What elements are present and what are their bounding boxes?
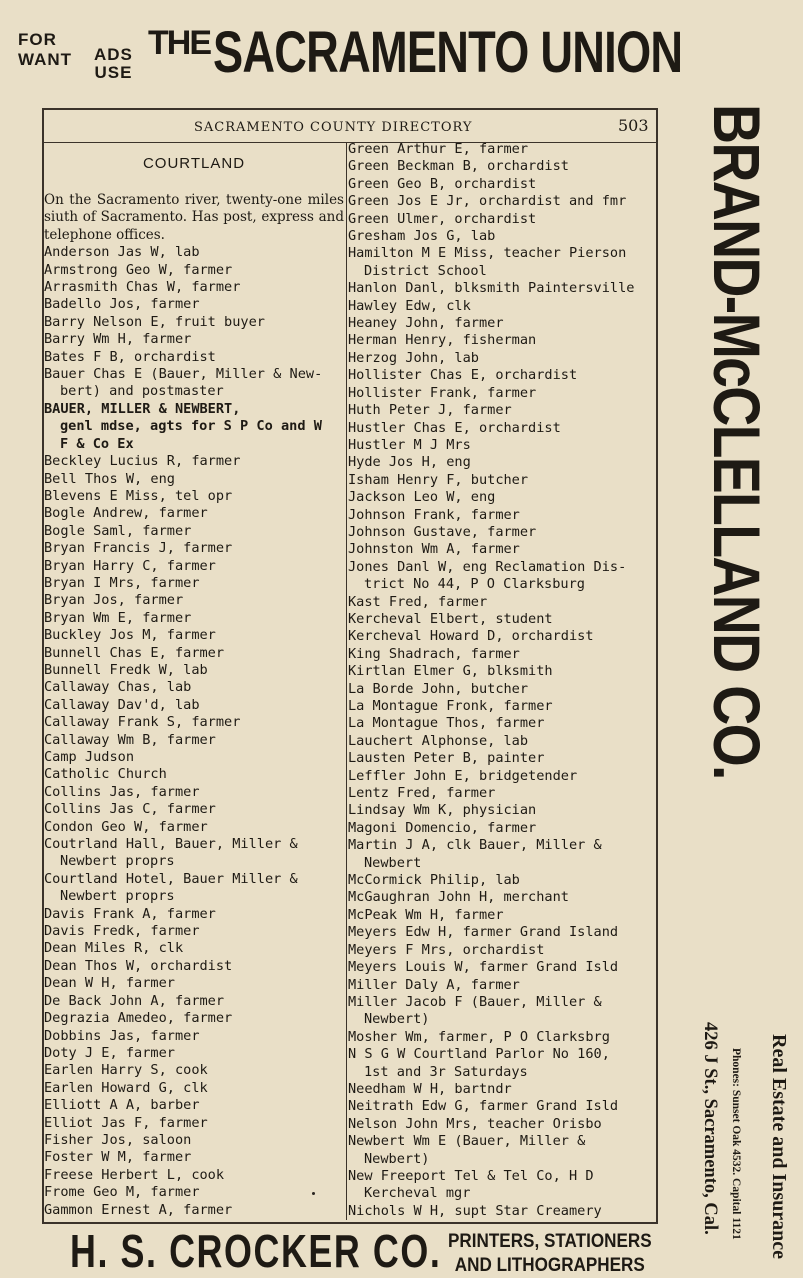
entry-line: Barry Nelson E, fruit buyer [44, 313, 265, 330]
entry-line: Callaway Wm B, farmer [44, 731, 216, 748]
entry-line: King Shadrach, farmer [348, 645, 520, 662]
entry-continuation: Newbert proprs [60, 888, 175, 905]
directory-entry [348, 437, 652, 454]
directory-entry [44, 749, 344, 766]
directory-entry [348, 420, 652, 437]
directory-entry [348, 489, 652, 506]
entry-line: Earlen Howard G, clk [44, 1079, 208, 1096]
entry-line: Meyers F Mrs, orchardist [348, 941, 545, 958]
directory-entry [348, 176, 652, 193]
directory-entry [348, 402, 652, 419]
directory-entry [44, 871, 344, 906]
entry-line: Huth Peter J, farmer [348, 402, 512, 419]
entry-line: Bates F B, orchardist [44, 348, 216, 365]
directory-entry [348, 820, 652, 837]
entry-line: Bunnell Chas E, farmer [44, 644, 225, 661]
real-estate-text: Real Estate and Insurance [768, 1034, 790, 1260]
directory-entry [348, 977, 652, 994]
entry-line: Johnson Frank, farmer [348, 506, 520, 523]
entry-continuation: Newbert proprs [60, 853, 175, 870]
entry-line: La Montague Fronk, farmer [348, 698, 553, 714]
entry-line: Meyers Edw H, farmer Grand Island [348, 924, 619, 941]
entry-line: Lausten Peter B, painter [348, 750, 545, 767]
page-number: 503 [618, 116, 649, 135]
directory-entry [44, 836, 344, 871]
entry-line: Frome Geo M, farmer [44, 1184, 200, 1201]
entry-line: Coutrland Hall, Bauer, Miller & [44, 836, 298, 853]
entry-line: BAUER, MILLER & NEWBERT, [44, 400, 241, 417]
directory-entry [348, 785, 652, 802]
entry-line: Badello Jos, farmer [44, 296, 200, 313]
directory-entry [348, 559, 652, 594]
directory-entry [348, 1098, 652, 1115]
entry-line: Miller Jacob F (Bauer, Miller & [348, 993, 602, 1010]
left-entries [44, 244, 344, 1219]
entry-line: Bell Thos W, eng [44, 470, 175, 487]
directory-entry [44, 244, 344, 261]
directory-entry [44, 401, 344, 453]
entry-line: Neitrath Edw G, farmer Grand Isld [348, 1098, 619, 1115]
entry-line: Bunnell Fredk W, lab [44, 661, 208, 678]
entry-line: Dean Thos W, orchardist [44, 957, 233, 974]
entry-line: Kercheval Elbert, student [348, 610, 553, 627]
directory-entry [44, 1202, 344, 1219]
directory-entry [44, 471, 344, 488]
entry-line: Dobbins Jas, farmer [44, 1027, 200, 1044]
directory-entry [44, 679, 344, 696]
entry-line: Herzog John, lab [348, 349, 479, 366]
directory-entry [44, 801, 344, 818]
running-head [44, 110, 656, 144]
directory-entry [44, 645, 344, 662]
entry-line: New Freeport Tel & Tel Co, H D [348, 1167, 594, 1184]
directory-entry [348, 1168, 652, 1203]
directory-entry [44, 958, 344, 975]
entry-line: Herman Henry, fisherman [348, 332, 537, 349]
entry-line: Hollister Chas E, orchardist [348, 367, 578, 384]
entry-continuation: genl mdse, agts for S P Co and W [60, 418, 322, 435]
phones-text: Phones: Sunset Oak 4532. Capital 1121 [730, 1048, 742, 1240]
directory-entry [44, 314, 344, 331]
directory-entry [44, 1080, 344, 1097]
entry-line: Callaway Chas, lab [44, 679, 192, 696]
directory-entry [44, 331, 344, 348]
directory-entry [348, 924, 652, 941]
directory-entry [348, 681, 652, 698]
entry-line: Leffler John E, bridgetender [348, 767, 578, 784]
running-title: SACRAMENTO COUNTY DIRECTORY [194, 120, 473, 135]
side-advertisement [662, 104, 798, 1260]
entry-line: Beckley Lucius R, farmer [44, 453, 241, 470]
entry-line: Newbert Wm E (Bauer, Miller & [348, 1133, 586, 1150]
crocker-company-name: H. S. CROCKER CO. [70, 1225, 442, 1277]
directory-entry [348, 141, 652, 158]
directory-entry [44, 523, 344, 540]
entry-line: Needham W H, bartndr [348, 1080, 512, 1097]
entry-line: Hanlon Danl, blksmith Paintersville [348, 280, 635, 297]
ad-for-want-text: FOR WANT [18, 30, 73, 69]
directory-entry [348, 872, 652, 889]
entry-line: Hawley Edw, clk [348, 297, 471, 314]
right-entries [348, 141, 652, 1220]
entry-continuation: trict No 44, P O Clarksburg [364, 576, 585, 593]
entry-line: Kast Fred, farmer [348, 593, 488, 610]
entry-line: Nelson John Mrs, teacher Orisbo [348, 1115, 602, 1132]
column-divider [346, 142, 347, 1220]
entry-line: Camp Judson [44, 749, 135, 765]
entry-line: McPeak Wm H, farmer [348, 906, 504, 923]
directory-entry [348, 280, 652, 297]
entry-line: Armstrong Geo W, farmer [44, 261, 233, 278]
entry-line: Miller Daly A, farmer [348, 976, 520, 993]
directory-entry [44, 505, 344, 522]
entry-line: Dean Miles R, clk [44, 940, 184, 957]
brand-mcclelland-name [696, 104, 778, 907]
entry-line: Hustler Chas E, orchardist [348, 419, 561, 436]
entry-line: Blevens E Miss, tel opr [44, 487, 233, 504]
directory-entry [348, 298, 652, 315]
entry-continuation: District School [364, 262, 487, 279]
entry-line: N S G W Courtland Parlor No 160, [348, 1046, 610, 1063]
directory-entry [348, 994, 652, 1029]
entry-line: Meyers Louis W, farmer Grand Isld [348, 959, 619, 976]
directory-entry [348, 454, 652, 471]
directory-entry [348, 663, 652, 680]
crocker-services: PRINTERS, STATIONERS AND LITHOGRAPHERS [448, 1231, 652, 1276]
directory-entry [44, 697, 344, 714]
entry-line: Gresham Jos G, lab [348, 228, 496, 245]
entry-line: Kirtlan Elmer G, blksmith [348, 663, 553, 680]
section-title: COURTLAND [142, 155, 246, 172]
directory-entry [348, 1133, 652, 1168]
directory-entry [348, 1029, 652, 1046]
entry-line: Green Ulmer, orchardist [348, 210, 537, 227]
section-intro: On the Sacramento river, twenty-one miles siuth of Sacramento. Has post, express and telephone offices. [44, 192, 344, 243]
entry-continuation: 1st and 3r Saturdays [364, 1063, 528, 1080]
directory-entry [44, 1167, 344, 1184]
entry-line: Gammon Ernest A, farmer [44, 1201, 233, 1218]
address-text: 426 J St., Sacramento, Cal. [700, 1022, 720, 1235]
entry-line: Davis Frank A, farmer [44, 905, 216, 922]
top-advertisement [18, 22, 698, 92]
ad-ads-use-text: ADS USE [94, 45, 133, 82]
right-column [348, 141, 652, 1220]
directory-entry [44, 1184, 344, 1201]
entry-line: La Montague Thos, farmer [348, 715, 545, 732]
entry-line: Collins Jas, farmer [44, 783, 200, 800]
ad-the-word: THE [148, 24, 210, 62]
entry-line: Green Geo B, orchardist [348, 175, 537, 192]
entry-line: Courtland Hotel, Bauer Miller & [44, 870, 298, 887]
entry-line: Bryan Jos, farmer [44, 592, 184, 609]
directory-entry [348, 628, 652, 645]
entry-line: Earlen Harry S, cook [44, 1062, 208, 1079]
directory-entry [44, 993, 344, 1010]
entry-line: Kercheval Howard D, orchardist [348, 628, 594, 645]
directory-entry [348, 507, 652, 524]
directory-entry [44, 558, 344, 575]
directory-entry [348, 611, 652, 628]
directory-entry [348, 715, 652, 732]
entry-line: Green Beckman B, orchardist [348, 158, 569, 175]
directory-entry [348, 750, 652, 767]
directory-entry [44, 1045, 344, 1062]
directory-entry [348, 1116, 652, 1133]
directory-entry [44, 349, 344, 366]
entry-continuation: Kercheval mgr [364, 1185, 471, 1202]
directory-entry [348, 385, 652, 402]
directory-entry [44, 819, 344, 836]
directory-entry [44, 940, 344, 957]
entry-line: McCormick Philip, lab [348, 872, 520, 889]
entry-line: Callaway Frank S, farmer [44, 714, 241, 731]
directory-entry [44, 575, 344, 592]
entry-line: La Borde John, butcher [348, 680, 529, 697]
directory-entry [44, 453, 344, 470]
directory-entry [44, 975, 344, 992]
directory-entry [348, 594, 652, 611]
entry-continuation: F & Co Ex [60, 435, 134, 452]
entry-line: Heaney John, farmer [348, 315, 504, 332]
entry-line: Lentz Fred, farmer [348, 785, 496, 802]
entry-line: Bogle Saml, farmer [44, 522, 192, 539]
entry-line: Bryan Harry C, farmer [44, 557, 216, 574]
directory-entry [348, 733, 652, 750]
entry-continuation: bert) and postmaster [60, 383, 224, 400]
entry-line: Hustler M J Mrs [348, 436, 471, 453]
directory-entry [44, 1010, 344, 1027]
directory-entry [44, 1115, 344, 1132]
entry-line: Bryan Wm E, farmer [44, 609, 192, 626]
directory-entry [44, 1149, 344, 1166]
entry-line: Bryan I Mrs, farmer [44, 574, 200, 591]
entry-line: De Back John A, farmer [44, 992, 225, 1009]
directory-entry [44, 714, 344, 731]
entry-line: Hyde Jos H, eng [348, 454, 471, 471]
directory-entry [348, 768, 652, 785]
directory-entry [348, 350, 652, 367]
directory-entry [44, 627, 344, 644]
entry-line: Freese Herbert L, cook [44, 1166, 225, 1183]
directory-entry [348, 524, 652, 541]
entry-line: Elliot Jas F, farmer [44, 1114, 208, 1131]
entry-continuation: Newbert) [364, 1150, 430, 1167]
entry-line: Martin J A, clk Bauer, Miller & [348, 837, 602, 854]
directory-entry [348, 1081, 652, 1098]
entry-line: Doty J E, farmer [44, 1044, 175, 1061]
entry-line: Mosher Wm, farmer, P O Clarksbrg [348, 1028, 610, 1045]
entry-line: McGaughran John H, merchant [348, 889, 569, 906]
directory-entry [348, 959, 652, 976]
entry-line: Dean W H, farmer [44, 975, 175, 992]
directory-entry [44, 296, 344, 313]
entry-continuation: Newbert) [364, 1011, 430, 1028]
directory-entry [348, 1203, 652, 1220]
directory-entry [348, 211, 652, 228]
entry-line: Bryan Francis J, farmer [44, 540, 233, 557]
entry-continuation: Newbert [364, 854, 422, 871]
directory-entry [348, 802, 652, 819]
directory-entry [44, 1062, 344, 1079]
entry-line: Arrasmith Chas W, farmer [44, 279, 241, 296]
brand-text: BRAND-McCLELLAND CO. [700, 104, 774, 779]
directory-entry [348, 889, 652, 906]
directory-entry [348, 315, 652, 332]
directory-entry [44, 906, 344, 923]
directory-entry [44, 766, 344, 783]
directory-entry [348, 1046, 652, 1081]
entry-line: Bauer Chas E (Bauer, Miller & New- [44, 366, 323, 383]
entry-line: Elliott A A, barber [44, 1097, 200, 1114]
directory-entry [348, 698, 652, 715]
directory-entry [44, 610, 344, 627]
directory-entry [44, 662, 344, 679]
entry-line: Green Arthur E, farmer [348, 141, 529, 157]
directory-entry [348, 837, 652, 872]
directory-entry [44, 1132, 344, 1149]
entry-line: Johnson Gustave, farmer [348, 523, 537, 540]
bottom-advertisement [40, 1224, 760, 1277]
directory-entry [44, 732, 344, 749]
entry-line: Anderson Jas W, lab [44, 244, 200, 261]
entry-line: Davis Fredk, farmer [44, 923, 200, 940]
directory-entry [348, 228, 652, 245]
entry-line: Jones Danl W, eng Reclamation Dis- [348, 558, 627, 575]
entry-line: Condon Geo W, farmer [44, 818, 208, 835]
directory-entry [44, 488, 344, 505]
directory-entry [44, 279, 344, 296]
directory-entry [44, 262, 344, 279]
directory-entry [44, 540, 344, 557]
entry-line: Hamilton M E Miss, teacher Pierson [348, 245, 627, 262]
entry-line: Bogle Andrew, farmer [44, 505, 208, 522]
entry-line: Lindsay Wm K, physician [348, 802, 537, 819]
entry-line: Johnston Wm A, farmer [348, 541, 520, 558]
entry-line: Barry Wm H, farmer [44, 331, 192, 348]
directory-entry [44, 1028, 344, 1045]
entry-line: Lauchert Alphonse, lab [348, 732, 529, 749]
entry-line: Isham Henry F, butcher [348, 471, 529, 488]
print-speck [312, 1192, 315, 1195]
directory-entry [348, 646, 652, 663]
entry-line: Catholic Church [44, 766, 167, 783]
entry-line: Degrazia Amedeo, farmer [44, 1010, 233, 1027]
entry-line: Callaway Dav'd, lab [44, 696, 200, 713]
entry-line: Fisher Jos, saloon [44, 1131, 192, 1148]
directory-entry [348, 942, 652, 959]
entry-line: Green Jos E Jr, orchardist and fmr [348, 193, 627, 210]
directory-entry [348, 367, 652, 384]
directory-entry [348, 158, 652, 175]
directory-entry [348, 332, 652, 349]
directory-entry [348, 193, 652, 210]
entry-line: Foster W M, farmer [44, 1149, 192, 1166]
entry-line: Collins Jas C, farmer [44, 801, 216, 818]
directory-entry [44, 923, 344, 940]
directory-entry [44, 592, 344, 609]
directory-entry [348, 907, 652, 924]
entry-line: Hollister Frank, farmer [348, 384, 537, 401]
entry-line: Nichols W H, supt Star Creamery [348, 1202, 602, 1219]
directory-entry [348, 541, 652, 558]
entry-line: Buckley Jos M, farmer [44, 627, 216, 644]
directory-entry [348, 472, 652, 489]
newspaper-masthead: SACRAMENTO UNION [213, 20, 683, 85]
directory-entry [44, 366, 344, 401]
entry-line: Magoni Domencio, farmer [348, 819, 537, 836]
left-column [44, 150, 344, 1219]
directory-entry [44, 784, 344, 801]
directory-entry [44, 1097, 344, 1114]
directory-entry [348, 245, 652, 280]
entry-line: Jackson Leo W, eng [348, 489, 496, 506]
